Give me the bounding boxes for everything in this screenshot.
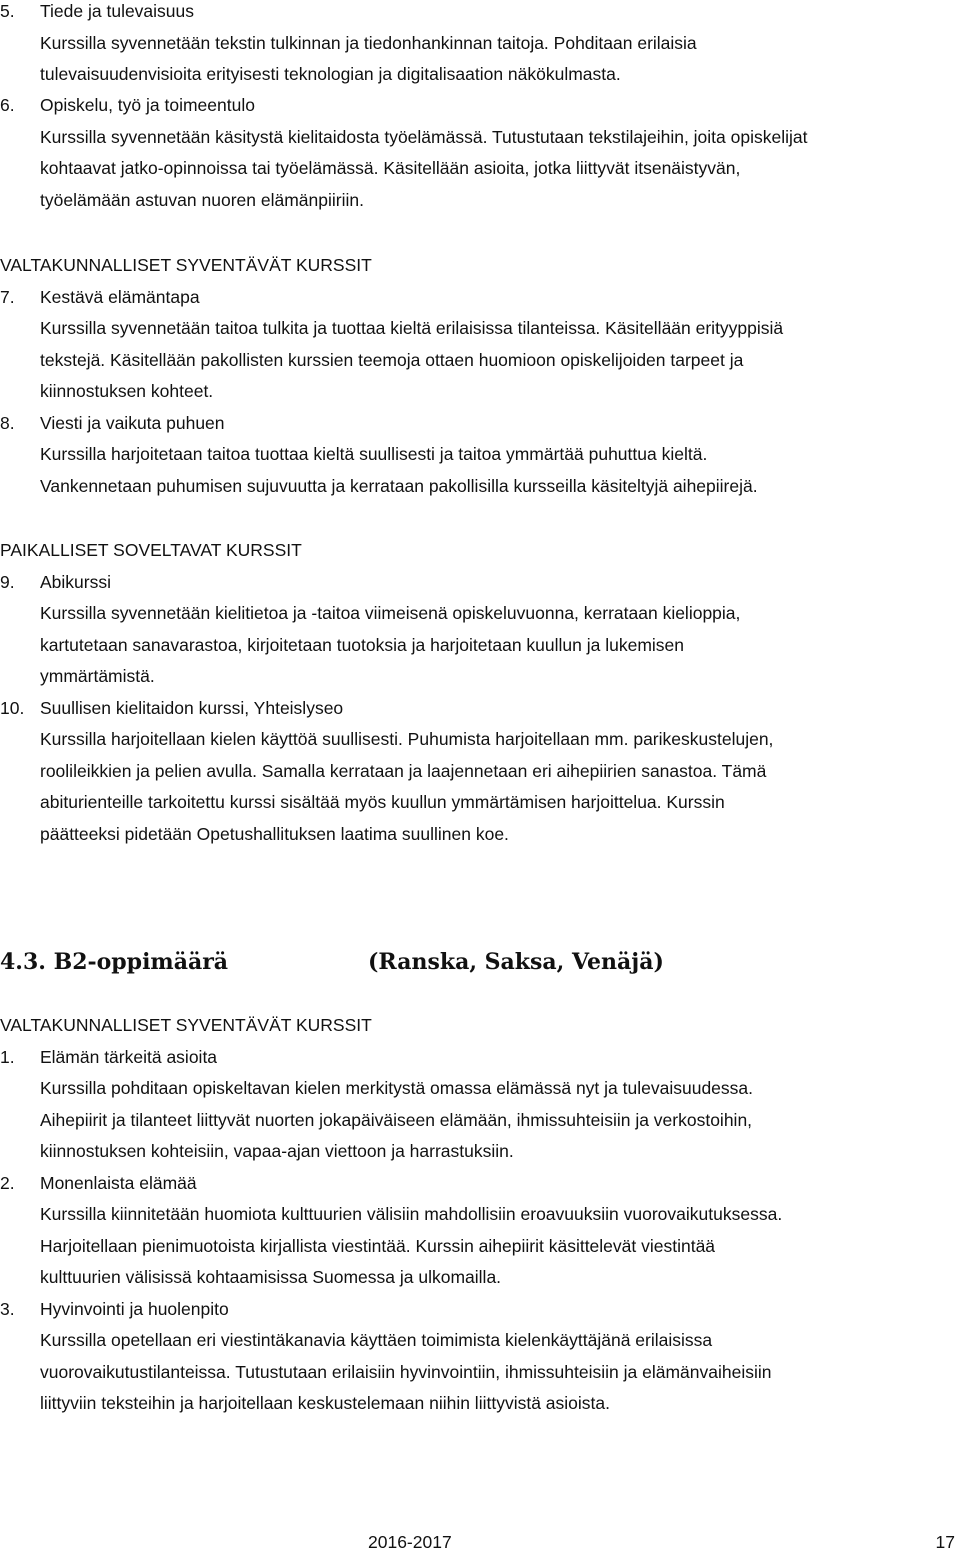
description-line: Kurssilla syvennetään kielitietoa ja -taitoa viimeisenä opiskeluvuonna, kerrataan kielioppia,: [40, 603, 741, 623]
section-heading: PAIKALLISET SOVELTAVAT KURSSIT: [0, 540, 302, 560]
course-description: [0, 1073, 955, 1168]
course-description: [0, 313, 955, 408]
course-number: 10.: [0, 697, 25, 718]
description-line: päätteeksi pidetään Opetushallituksen laatima suullinen koe.: [40, 823, 509, 844]
description-line: liittyviin teksteihin ja harjoitellaan keskustelemaan niihin liittyvistä asioista.: [40, 1393, 610, 1413]
course-item-3: [0, 1294, 955, 1420]
course-title: Opiskelu, työ ja toimeentulo: [40, 95, 255, 115]
course-item-2: [0, 1168, 955, 1294]
course-item-6: [0, 90, 955, 216]
course-item-10: [0, 693, 955, 851]
course-number: 7.: [0, 286, 15, 307]
description-line: vuorovaikutustilanteissa. Tutustutaan erilaisiin hyvinvointiin, ihmissuhteisiin ja elämänvaiheisiin: [40, 1361, 772, 1382]
description-line: kohtaavat jatko-opinnoissa tai työelämässä. Käsitellään asioita, jotka liittyvät itsenäistyvän,: [40, 158, 741, 178]
description-line: Kurssilla opetellaan eri viestintäkanavia käyttäen toimimista kielenkäyttäjänä erilaisissa: [40, 1330, 713, 1350]
course-item-5: [0, 0, 955, 91]
course-description: [0, 439, 955, 502]
course-item-8: [0, 408, 955, 503]
section-local-applied: [0, 535, 955, 850]
description-line: tekstejä. Käsitellään pakollisten kurssien teemoja ottaen huomioon opiskelijoiden tarpeet ja: [40, 349, 744, 370]
course-number: 8.: [0, 412, 15, 433]
course-title: Kestävä elämäntapa: [40, 286, 200, 307]
course-number: 2.: [0, 1172, 15, 1193]
course-number: 1.: [0, 1046, 15, 1067]
footer-year: 2016-2017: [368, 1532, 452, 1552]
course-title: Abikurssi: [40, 571, 111, 592]
course-description: [0, 1199, 955, 1294]
description-line: Kurssilla syvennetään käsitystä kielitaidosta työelämässä. Tutustutaan tekstilajeihin, joita opiskelijat: [40, 126, 808, 147]
description-line: Kurssilla kiinnitetään huomiota kulttuurien välisiin mahdollisiin eroavuuksiin vuorovaikutuksessa.: [40, 1204, 783, 1224]
course-title: Suullisen kielitaidon kurssi, Yhteislyseo: [40, 697, 344, 718]
course-title: Hyvinvointi ja huolenpito: [40, 1298, 229, 1319]
section-national-advanced: [0, 250, 955, 502]
course-number: 6.: [0, 95, 15, 115]
description-line: Vankennetaan puhumisen sujuvuutta ja kerrataan pakollisilla kursseilla käsiteltyjä aihepiirejä.: [40, 475, 758, 496]
description-line: abiturienteille tarkoitettu kurssi sisältää myös kuullun ymmärtämisen harjoittelua. Kurssin: [40, 792, 725, 812]
course-number: 3.: [0, 1298, 15, 1319]
course-item-1: [0, 1042, 955, 1168]
section-b2-national-advanced: [0, 1010, 955, 1420]
description-line: Kurssilla harjoitetaan taitoa tuottaa kieltä suullisesti ja taitoa ymmärtää puhuttua kieltä.: [40, 444, 708, 464]
course-title: Tiede ja tulevaisuus: [40, 1, 195, 21]
description-line: kartutetaan sanavarastoa, kirjoitetaan tuotoksia ja harjoitetaan kuullun ja lukemisen: [40, 634, 684, 655]
description-line: tulevaisuudenvisioita erityisesti teknologian ja digitalisaation näkökulmasta.: [40, 64, 621, 84]
course-description: [0, 598, 955, 693]
course-number: 9.: [0, 571, 15, 592]
description-line: Harjoitellaan pienimuotoista kirjallista viestintää. Kurssin aihepiirit käsittelevät viestintää: [40, 1235, 716, 1256]
description-line: Kurssilla syvennetään taitoa tulkita ja tuottaa kieltä erilaisissa tilanteissa. Käsitellään erityyppisiä: [40, 318, 784, 338]
course-number: 5.: [0, 1, 15, 21]
description-line: kulttuurien välisissä kohtaamisissa Suomessa ja ulkomailla.: [40, 1267, 502, 1287]
page-number: 17: [935, 1532, 955, 1552]
chapter-title: [0, 944, 955, 984]
chapter-title-main: 4.3. B2-oppimäärä: [0, 949, 229, 975]
description-line: Kurssilla harjoitellaan kielen käyttöä suullisesti. Puhumista harjoitellaan mm. parikeskustelujen,: [40, 729, 774, 749]
course-title: Elämän tärkeitä asioita: [40, 1046, 218, 1067]
course-item-9: [0, 567, 955, 693]
section-heading: VALTAKUNNALLISET SYVENTÄVÄT KURSSIT: [0, 255, 372, 275]
section-heading: VALTAKUNNALLISET SYVENTÄVÄT KURSSIT: [0, 1015, 372, 1035]
description-line: Kurssilla pohditaan opiskeltavan kielen merkitystä omassa elämässä nyt ja tulevaisuudessa.: [40, 1078, 754, 1098]
course-description: [0, 122, 955, 217]
course-title: Monenlaista elämää: [40, 1172, 197, 1193]
description-line: Kurssilla syvennetään tekstin tulkinnan ja tiedonhankinnan taitoja. Pohditaan erilaisia: [40, 32, 697, 53]
chapter-title-languages: (Ranska, Saksa, Venäjä): [368, 949, 664, 975]
course-description: [0, 1325, 955, 1420]
course-description: [0, 724, 955, 850]
course-title: Viesti ja vaikuta puhuen: [40, 412, 225, 433]
description-line: ymmärtämistä.: [40, 666, 155, 686]
course-description: [0, 28, 955, 91]
description-line: kiinnostuksen kohteisiin, vapaa-ajan viettoon ja harrastuksiin.: [40, 1141, 514, 1161]
description-line: Aihepiirit ja tilanteet liittyvät nuorten jokapäiväiseen elämään, ihmissuhteisiin ja verkostoihin,: [40, 1109, 753, 1130]
description-line: kiinnostuksen kohteet.: [40, 381, 214, 401]
course-item-7: [0, 282, 955, 408]
description-line: työelämään astuvan nuoren elämänpiiriin.: [40, 189, 364, 210]
description-line: roolileikkien ja pelien avulla. Samalla kerrataan ja laajennetaan eri aihepiirien sanastoa. Tämä: [40, 760, 767, 781]
